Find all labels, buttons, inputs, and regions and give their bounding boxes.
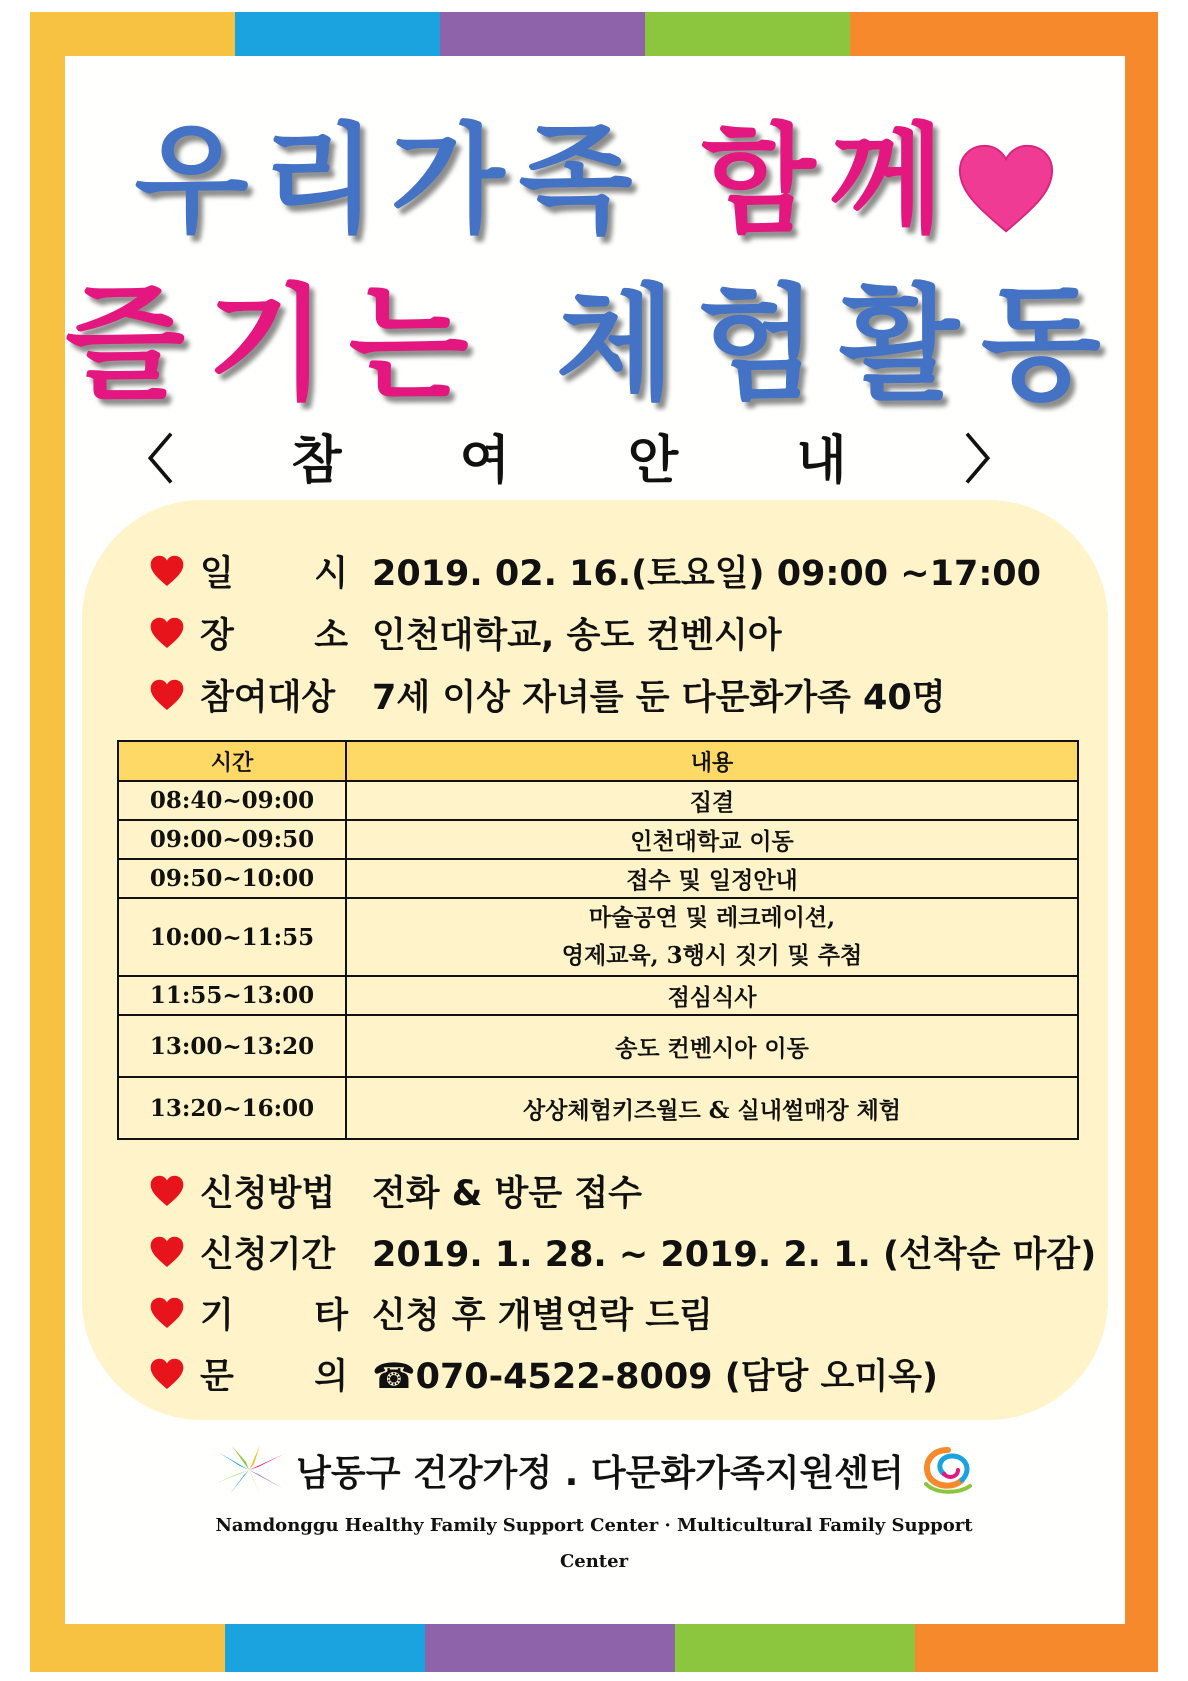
info-row-inquiry: [150, 1349, 938, 1399]
heart-icon: [150, 1358, 184, 1390]
info-row-place: [150, 608, 782, 658]
row-time: 10:00~11:55: [118, 898, 346, 976]
table-row: [118, 820, 1078, 859]
info-label: 문 의: [200, 1357, 348, 1397]
row-time: 09:00~09:50: [118, 820, 346, 859]
table-row: [118, 898, 1078, 976]
info-value: 7세 이상 자녀를 둔 다문화가족 40명: [372, 678, 946, 718]
header-time: 시간: [118, 741, 346, 781]
info-label: 참여대상: [200, 678, 336, 718]
row-content: 송도 컨벤시아 이동: [346, 1015, 1078, 1077]
info-value: ☎070-4522-8009 (담당 오미옥): [372, 1357, 938, 1397]
english-organization-name: Namdonggu Healthy Family Support Center · Multicultural Family Support Center: [215, 1515, 973, 1572]
info-row-period: [150, 1227, 1096, 1277]
row-time: 13:20~16:00: [118, 1077, 346, 1139]
frame-top-blue: [235, 12, 440, 56]
info-value: 인천대학교, 송도 컨벤시아: [372, 616, 782, 656]
table-header-row: [118, 741, 1078, 781]
title-line1-blue: 우리가족: [134, 111, 647, 249]
swirl-logo-icon: [918, 1444, 978, 1496]
row-content-line: 마술공연 및 레크레이션,: [588, 904, 836, 931]
table-row: [118, 859, 1078, 898]
heart-icon: [150, 555, 184, 587]
row-time: 08:40~09:00: [118, 781, 346, 820]
info-value: 2019. 02. 16.(토요일) 09:00 ~17:00: [372, 554, 1042, 594]
frame-bottom-green: [675, 1624, 915, 1672]
heart-icon: [150, 1297, 184, 1329]
frame-top-purple: [440, 12, 645, 56]
heart-icon: [150, 1175, 184, 1207]
table-row: [118, 976, 1078, 1015]
row-time: 13:00~13:20: [118, 1015, 346, 1077]
row-content: 집결: [346, 781, 1078, 820]
info-value: 전화 & 방문 접수: [372, 1174, 642, 1214]
row-content-line: 영제교육, 3행시 짓기 및 추첨: [561, 942, 863, 969]
row-content: 접수 및 일정안내: [346, 859, 1078, 898]
schedule-table: [117, 740, 1079, 1140]
title-line2-pink: 즐기는: [65, 273, 491, 417]
row-content: [346, 898, 1078, 976]
frame-top-orange: [850, 12, 1158, 56]
frame-bottom-orange: [915, 1624, 1158, 1672]
row-time: 11:55~13:00: [118, 976, 346, 1015]
info-row-target: [150, 670, 946, 720]
frame-bottom-yellow: [30, 1624, 225, 1672]
title-line-2: [0, 245, 1188, 417]
heart-icon: [150, 617, 184, 649]
title-line2-blue: 체험활동: [555, 273, 1123, 417]
title-line-1: [0, 85, 1188, 249]
table-row: [118, 781, 1078, 820]
pinwheel-logo-icon: [210, 1444, 288, 1496]
participation-guide-subtitle: 〈 참 여 안 내 〉: [121, 431, 1067, 491]
info-label: 신청기간: [200, 1235, 336, 1275]
info-row-method: [150, 1166, 642, 1216]
frame-bottom-purple: [425, 1624, 675, 1672]
frame-bottom-blue: [225, 1624, 425, 1672]
big-heart-icon: [958, 144, 1054, 234]
info-value: 신청 후 개별연락 드림: [372, 1296, 713, 1336]
frame-top-green: [645, 12, 850, 56]
info-label: 기 타: [200, 1296, 348, 1336]
info-label: 일 시: [200, 554, 348, 594]
organization-name: 남동구 건강가정 . 다문화가족지원센터: [296, 1452, 904, 1494]
table-row: [118, 1077, 1078, 1139]
info-row-etc: [150, 1288, 713, 1338]
title-line1-pink: 함께: [701, 111, 958, 249]
table-row: [118, 1015, 1078, 1077]
row-content: 인천대학교 이동: [346, 820, 1078, 859]
info-value: 2019. 1. 28. ~ 2019. 2. 1. (선착순 마감): [372, 1235, 1097, 1275]
heart-icon: [150, 1236, 184, 1268]
row-time: 09:50~10:00: [118, 859, 346, 898]
row-content: 점심식사: [346, 976, 1078, 1015]
info-label: 장 소: [200, 616, 348, 656]
info-label: 신청방법: [200, 1174, 336, 1214]
header-content: 내용: [346, 741, 1078, 781]
heart-icon: [150, 679, 184, 711]
footer-organization: [0, 1440, 1188, 1500]
info-row-date: [150, 546, 1041, 596]
row-content: 상상체험키즈월드 & 실내썰매장 체험: [346, 1077, 1078, 1139]
